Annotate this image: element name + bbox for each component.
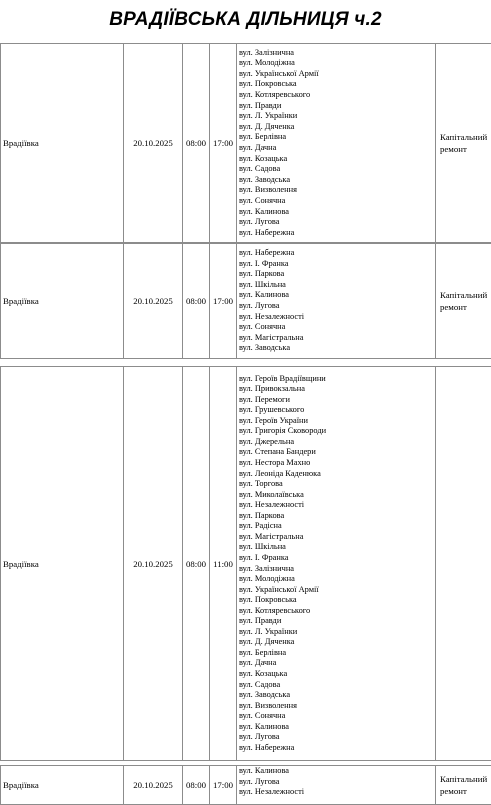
- outage-table-2: [0, 243, 491, 359]
- street-item: вул. Грушевського: [239, 405, 435, 416]
- street-item: вул. Торгова: [239, 479, 435, 490]
- street-list: [239, 766, 435, 798]
- street-item: вул. Заводська: [239, 343, 435, 354]
- date-cell: 20.10.2025: [124, 766, 183, 805]
- street-item: вул. Сонячна: [239, 322, 435, 333]
- date-cell: 20.10.2025: [124, 44, 183, 243]
- street-item: вул. Незалежності: [239, 312, 435, 323]
- street-item: вул. Заводська: [239, 690, 435, 701]
- street-item: вул. Правди: [239, 616, 435, 627]
- streets-cell: [237, 367, 436, 761]
- date-cell: 20.10.2025: [124, 367, 183, 761]
- street-item: вул. Сонячна: [239, 196, 435, 207]
- street-item: вул. Визволення: [239, 185, 435, 196]
- streets-cell: [237, 766, 436, 805]
- street-item: вул. Радісна: [239, 521, 435, 532]
- outage-table-3: [0, 366, 491, 761]
- street-item: вул. Лугова: [239, 217, 435, 228]
- street-item: вул. Миколаївська: [239, 490, 435, 501]
- date-cell: 20.10.2025: [124, 244, 183, 359]
- work-type-cell: [436, 367, 491, 761]
- street-item: вул. Заводська: [239, 175, 435, 186]
- street-item: вул. Перемоги: [239, 395, 435, 406]
- street-item: вул. Магістральна: [239, 333, 435, 344]
- street-item: вул. Залізнична: [239, 564, 435, 575]
- work-type-cell: Капітальний ремонт: [436, 244, 491, 359]
- place-cell: Врадіївка: [1, 367, 124, 761]
- place-cell: Врадіївка: [1, 44, 124, 243]
- place-cell: Врадіївка: [1, 244, 124, 359]
- street-item: вул. Української Армії: [239, 585, 435, 596]
- street-item: вул. Набережна: [239, 743, 435, 754]
- street-item: вул. Молодіжна: [239, 58, 435, 69]
- streets-cell: [237, 44, 436, 243]
- start-time-cell: 08:00: [183, 367, 210, 761]
- street-item: вул. Молодіжна: [239, 574, 435, 585]
- street-item: вул. Котляревського: [239, 90, 435, 101]
- street-item: вул. Леоніда Каденюка: [239, 469, 435, 480]
- street-item: вул. Берлівна: [239, 648, 435, 659]
- street-item: вул. Української Армії: [239, 69, 435, 80]
- page-title: ВРАДІЇВСЬКА ДІЛЬНИЦЯ ч.2: [0, 9, 491, 31]
- street-item: вул. Привокзальна: [239, 384, 435, 395]
- street-item: вул. Дачна: [239, 143, 435, 154]
- street-item: вул. Садова: [239, 680, 435, 691]
- street-list: [239, 48, 435, 239]
- street-item: вул. Садова: [239, 164, 435, 175]
- street-item: вул. Паркова: [239, 269, 435, 280]
- street-list: [239, 248, 435, 354]
- place-cell: Врадіївка: [1, 766, 124, 805]
- street-item: вул. Покровська: [239, 79, 435, 90]
- street-item: вул. Калинова: [239, 766, 435, 777]
- street-item: вул. Шкільна: [239, 280, 435, 291]
- street-item: вул. І. Франка: [239, 259, 435, 270]
- table-row: [1, 244, 491, 359]
- street-item: вул. Набережна: [239, 228, 435, 239]
- street-item: вул. Визволення: [239, 701, 435, 712]
- street-item: вул. Калинова: [239, 722, 435, 733]
- street-item: вул. Калинова: [239, 290, 435, 301]
- street-item: вул. Д. Дяченка: [239, 122, 435, 133]
- start-time-cell: 08:00: [183, 766, 210, 805]
- start-time-cell: 08:00: [183, 244, 210, 359]
- street-list: [239, 374, 435, 754]
- table-row: [1, 44, 491, 243]
- table-row: [1, 766, 491, 805]
- end-time-cell: 17:00: [210, 44, 237, 243]
- street-item: вул. Набережна: [239, 248, 435, 259]
- end-time-cell: 17:00: [210, 244, 237, 359]
- street-item: вул. Калинова: [239, 207, 435, 218]
- street-item: вул. І. Франка: [239, 553, 435, 564]
- street-item: вул. Козацька: [239, 154, 435, 165]
- street-item: вул. Козацька: [239, 669, 435, 680]
- street-item: вул. Героїв України: [239, 416, 435, 427]
- outage-table-4: [0, 765, 491, 805]
- street-item: вул. Джерельна: [239, 437, 435, 448]
- street-item: вул. Магістральна: [239, 532, 435, 543]
- street-item: вул. Д. Дяченка: [239, 637, 435, 648]
- work-type-cell: Капітальний ремонт: [436, 766, 491, 805]
- street-item: вул. Залізнична: [239, 48, 435, 59]
- street-item: вул. Шкільна: [239, 542, 435, 553]
- street-item: вул. Дачна: [239, 658, 435, 669]
- street-item: вул. Незалежності: [239, 500, 435, 511]
- street-item: вул. Покровська: [239, 595, 435, 606]
- start-time-cell: 08:00: [183, 44, 210, 243]
- street-item: вул. Паркова: [239, 511, 435, 522]
- street-item: вул. Григорія Сковороди: [239, 426, 435, 437]
- street-item: вул. Котляревського: [239, 606, 435, 617]
- street-item: вул. Сонячна: [239, 711, 435, 722]
- street-item: вул. Незалежності: [239, 787, 435, 798]
- street-item: вул. Л. Українки: [239, 111, 435, 122]
- streets-cell: [237, 244, 436, 359]
- street-item: вул. Лугова: [239, 777, 435, 788]
- street-item: вул. Героїв Врадіївщини: [239, 374, 435, 385]
- work-type-cell: Капітальний ремонт: [436, 44, 491, 243]
- street-item: вул. Берлівна: [239, 132, 435, 143]
- street-item: вул. Степана Бандери: [239, 447, 435, 458]
- table-row: [1, 367, 491, 761]
- street-item: вул. Лугова: [239, 732, 435, 743]
- outage-table-1: [0, 43, 491, 243]
- street-item: вул. Правди: [239, 101, 435, 112]
- end-time-cell: 17:00: [210, 766, 237, 805]
- street-item: вул. Нестора Махно: [239, 458, 435, 469]
- street-item: вул. Лугова: [239, 301, 435, 312]
- street-item: вул. Л. Українки: [239, 627, 435, 638]
- end-time-cell: 11:00: [210, 367, 237, 761]
